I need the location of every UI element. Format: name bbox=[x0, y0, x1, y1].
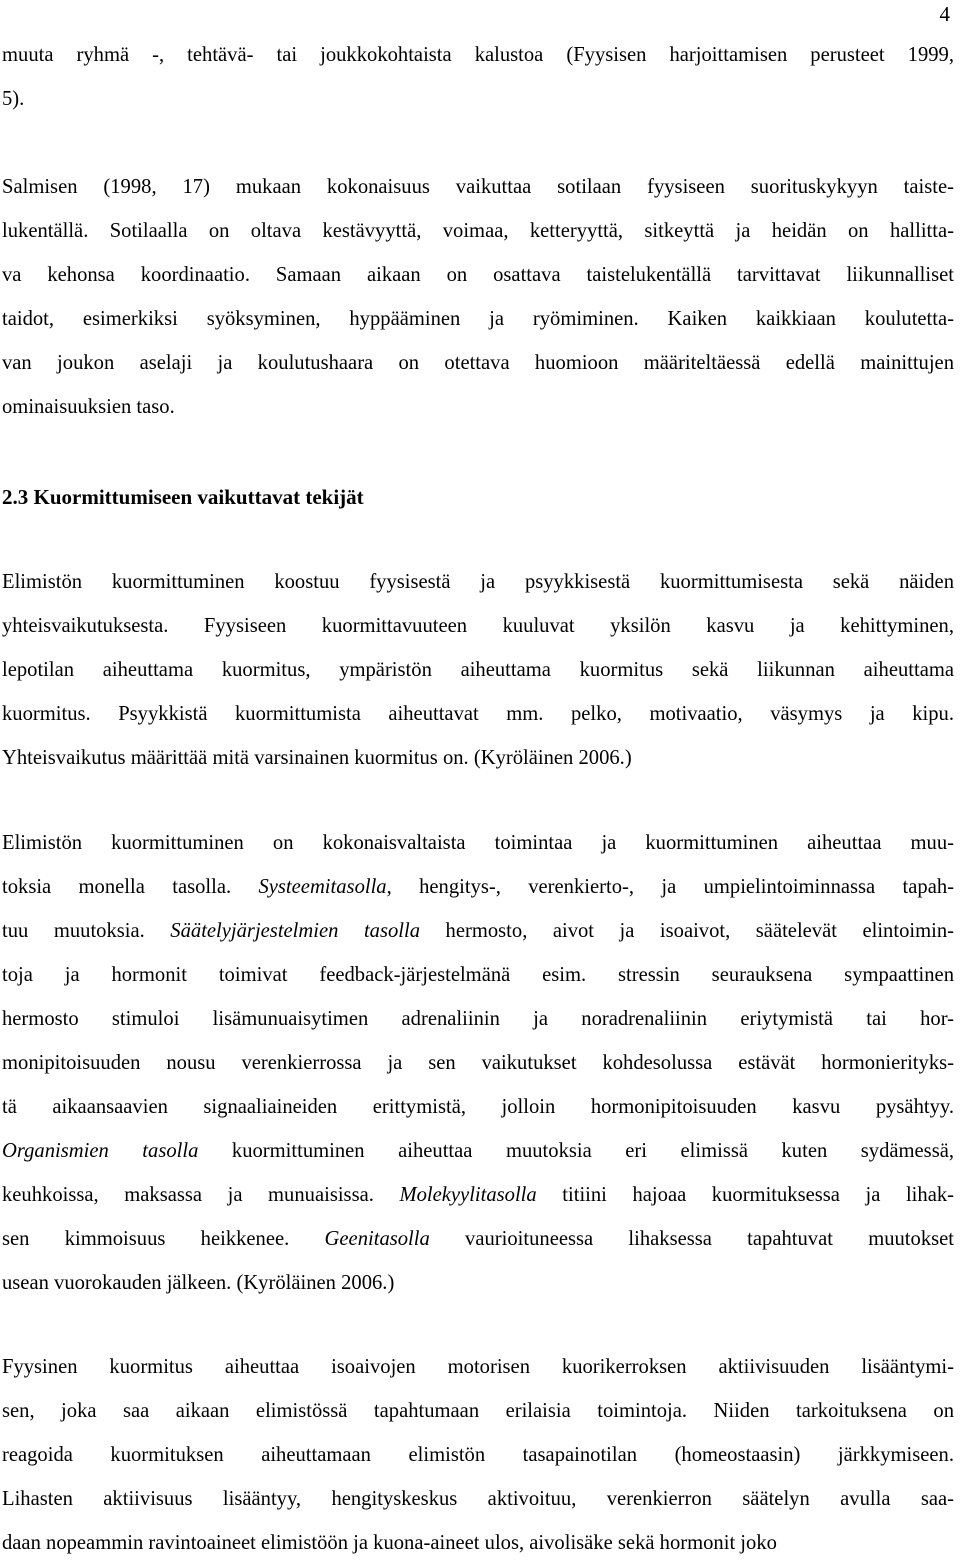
text-segment: 5). bbox=[2, 88, 25, 110]
text-line bbox=[2, 736, 954, 780]
text-line bbox=[2, 1389, 954, 1433]
text-line bbox=[2, 1041, 954, 1085]
text-line bbox=[2, 604, 954, 648]
text-line bbox=[2, 1085, 954, 1129]
italic-term: Systeemitasolla bbox=[258, 876, 387, 898]
text-line bbox=[2, 1261, 954, 1305]
text-line bbox=[2, 865, 954, 909]
text-line bbox=[2, 997, 954, 1041]
text-segment: lukentällä. Sotilaalla on oltava kestävyyttä, voimaa, ketteryyttä, sitkeyttä ja heidän on hallitta- bbox=[2, 220, 954, 242]
text-segment: toksia monella tasolla. bbox=[2, 876, 259, 898]
italic-term: Säätelyjärjestelmien tasolla bbox=[170, 920, 421, 942]
text-line bbox=[2, 253, 954, 297]
text-segment: lepotilan aiheuttama kuormitus, ympäristön aiheuttama kuormitus sekä liikunnan aiheuttama bbox=[2, 659, 954, 681]
text-segment: yhteisvaikutuksesta. Fyysiseen kuormittavuuteen kuuluvat yksilön kasvu ja kehittyminen, bbox=[2, 615, 954, 637]
text-segment: hermosto, aivot ja isoaivot, säätelevät elintoimin- bbox=[420, 920, 954, 942]
text-line bbox=[2, 209, 954, 253]
text-segment: kuormittuminen aiheuttaa muutoksia eri elimissä kuten sydämessä, bbox=[198, 1140, 955, 1162]
text-line bbox=[2, 1217, 954, 1261]
text-segment: taidot, esimerkiksi syöksyminen, hyppääminen ja ryömiminen. Kaiken kaikkiaan koulutetta- bbox=[2, 308, 954, 330]
text-segment: sen kimmoisuus heikkenee. bbox=[2, 1228, 325, 1250]
text-line bbox=[2, 1477, 954, 1521]
text-segment: Elimistön kuormittuminen koostuu fyysisestä ja psyykkisestä kuormittumisesta sekä näiden bbox=[2, 571, 954, 593]
text-segment: va kehonsa koordinaatio. Samaan aikaan on osattava taistelukentällä tarvittavat liikunnalliset bbox=[2, 264, 954, 286]
paragraph-4 bbox=[2, 821, 954, 1305]
text-line bbox=[2, 1433, 954, 1477]
text-segment: , hengitys-, verenkierto-, ja umpielintoiminnassa tapah- bbox=[386, 876, 954, 898]
paragraph-2 bbox=[2, 165, 954, 429]
text-segment: titiini hajoaa kuormituksessa ja lihak- bbox=[536, 1184, 954, 1206]
text-segment: Salmisen (1998, 17) mukaan kokonaisuus vaikuttaa sotilaan fyysiseen suorituskykyyn taiste- bbox=[2, 176, 954, 198]
text-line bbox=[2, 821, 954, 865]
text-line bbox=[2, 909, 954, 953]
text-line bbox=[2, 33, 954, 77]
text-line bbox=[2, 1129, 954, 1173]
text-line bbox=[2, 953, 954, 997]
text-segment: van joukon aselaji ja koulutushaara on otettava huomioon määriteltäessä edellä mainittujen bbox=[2, 352, 954, 374]
text-segment: monipitoisuuden nousu verenkierrossa ja sen vaikutukset kohdesolussa estävät hormonierityks- bbox=[2, 1052, 954, 1074]
italic-term: Geenitasolla bbox=[324, 1228, 430, 1250]
text-line bbox=[2, 648, 954, 692]
italic-term: Organismien tasolla bbox=[2, 1140, 199, 1162]
text-segment: tä aikaansaavien signaaliaineiden erittymistä, jolloin hormonipitoisuuden kasvu pysähtyy. bbox=[2, 1096, 954, 1118]
text-segment: ominaisuuksien taso. bbox=[2, 396, 175, 418]
text-segment: Elimistön kuormittuminen on kokonaisvaltaista toimintaa ja kuormittuminen aiheuttaa muu- bbox=[2, 832, 954, 854]
text-segment: muuta ryhmä -, tehtävä- tai joukkokohtaista kalustoa (Fyysisen harjoittamisen perusteet 1999, bbox=[2, 44, 954, 66]
text-segment: vaurioituneessa lihaksessa tapahtuvat muutokset bbox=[429, 1228, 954, 1250]
text-line bbox=[2, 341, 954, 385]
text-line bbox=[2, 1345, 954, 1389]
paragraph-1 bbox=[2, 33, 954, 121]
text-segment: Lihasten aktiivisuus lisääntyy, hengityskeskus aktivoituu, verenkierron säätelyn avulla saa- bbox=[2, 1488, 954, 1510]
text-segment: toja ja hormonit toimivat feedback-järjestelmänä esim. stressin seurauksena sympaattinen bbox=[2, 964, 954, 986]
text-segment: usean vuorokauden jälkeen. (Kyröläinen 2006.) bbox=[2, 1272, 395, 1294]
text-segment: Fyysinen kuormitus aiheuttaa isoaivojen motorisen kuorikerroksen aktiivisuuden lisääntymi- bbox=[2, 1356, 954, 1378]
text-line bbox=[2, 1521, 954, 1565]
text-segment: sen, joka saa aikaan elimistössä tapahtumaan erilaisia toimintoja. Niiden tarkoituksena on bbox=[2, 1400, 954, 1422]
text-line bbox=[2, 1173, 954, 1217]
paragraph-3 bbox=[2, 560, 954, 780]
text-segment: tuu muutoksia. bbox=[2, 920, 171, 942]
text-segment: reagoida kuormituksen aiheuttamaan elimistön tasapainotilan (homeostaasin) järkkymiseen. bbox=[2, 1444, 954, 1466]
text-line bbox=[2, 385, 954, 429]
text-segment: Yhteisvaikutus määrittää mitä varsinainen kuormitus on. (Kyröläinen 2006.) bbox=[2, 747, 632, 769]
text-segment: keuhkoissa, maksassa ja munuaisissa. bbox=[2, 1184, 400, 1206]
italic-term: Molekyylitasolla bbox=[399, 1184, 537, 1206]
text-line bbox=[2, 692, 954, 736]
text-segment: daan nopeammin ravintoaineet elimistöön ja kuona-aineet ulos, aivolisäke sekä hormonit joko bbox=[2, 1532, 777, 1554]
text-segment: kuormitus. Psyykkistä kuormittumista aiheuttavat mm. pelko, motivaatio, väsymys ja kipu. bbox=[2, 703, 954, 725]
page-number: 4 bbox=[939, 2, 950, 26]
paragraph-5 bbox=[2, 1345, 954, 1565]
section-heading: 2.3 Kuormittumiseen vaikuttavat tekijät bbox=[2, 485, 364, 509]
text-line bbox=[2, 165, 954, 209]
text-line bbox=[2, 297, 954, 341]
text-segment: hermosto stimuloi lisämunuaisytimen adrenaliinin ja noradrenaliinin eriytymistä tai hor- bbox=[2, 1008, 954, 1030]
text-line bbox=[2, 560, 954, 604]
text-line bbox=[2, 77, 954, 121]
